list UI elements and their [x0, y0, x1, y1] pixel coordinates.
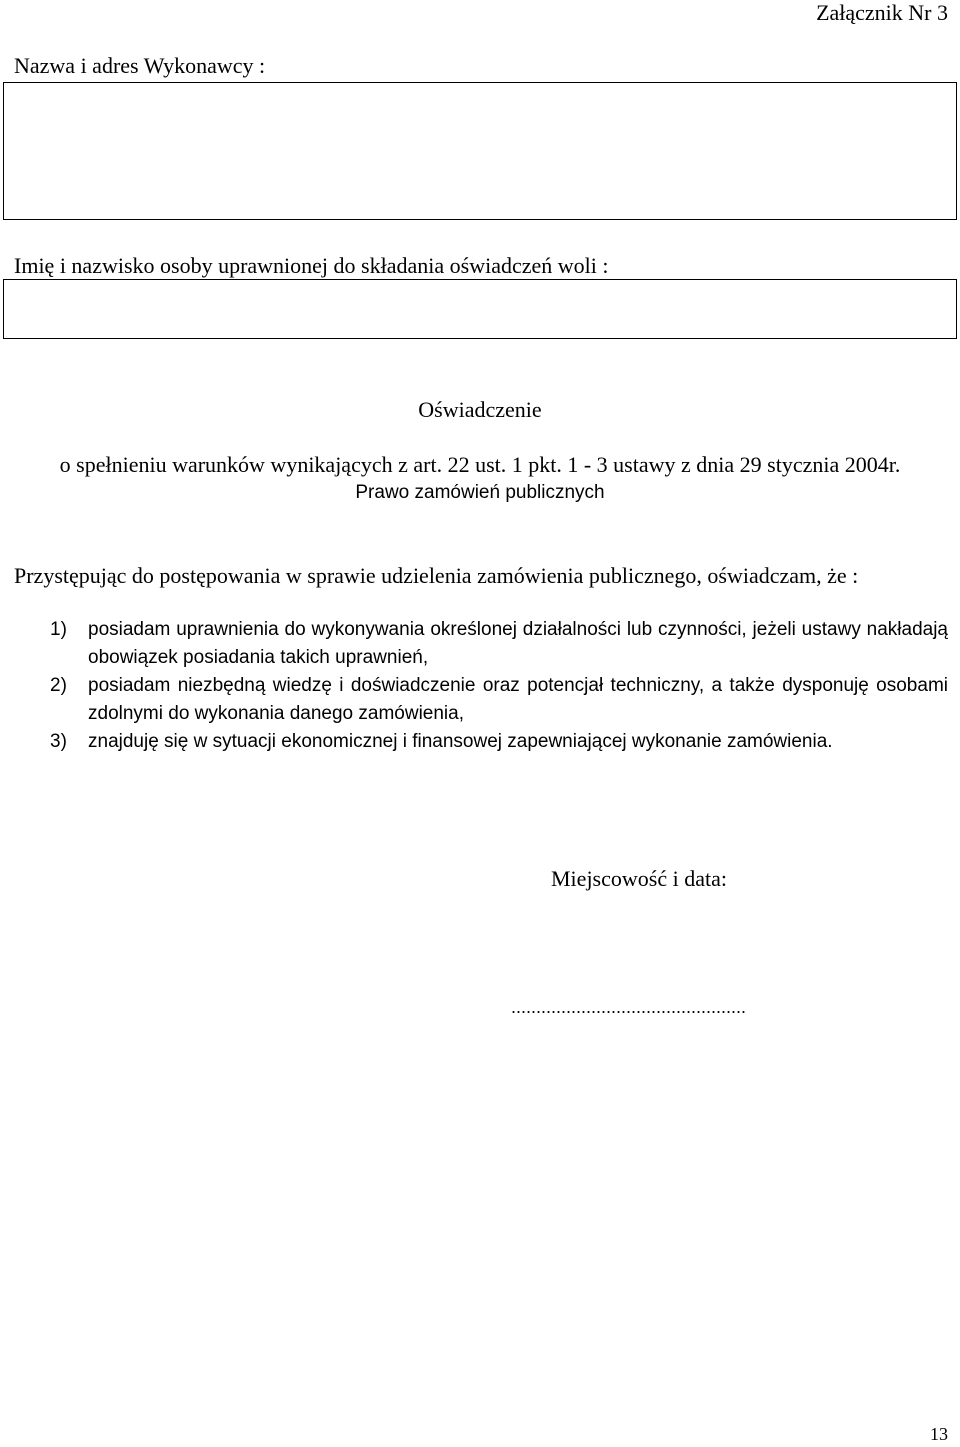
- place-date-label: Miejscowość i data:: [551, 866, 727, 891]
- contractor-input-box[interactable]: [3, 82, 957, 220]
- authorized-person-label: Imię i nazwisko osoby uprawnionej do składania oświadczeń woli :: [14, 253, 609, 278]
- conditions-list: [50, 616, 948, 756]
- list-item-text: posiadam uprawnienia do wykonywania określonej działalności lub czynności, jeżeli ustawy nakładają obowiązek posiadania takich uprawnień,: [88, 619, 948, 668]
- statement-law-name: Prawo zamówień publicznych: [355, 482, 605, 503]
- list-item-number: 1): [50, 619, 67, 640]
- attachment-label: Załącznik Nr 3: [816, 0, 948, 25]
- signature-line: ...............................................: [511, 997, 747, 1017]
- list-item: [50, 672, 948, 728]
- page-number: 13: [930, 1424, 948, 1444]
- statement-intro: Przystępując do postępowania w sprawie udzielenia zamówienia publicznego, oświadczam, że :: [14, 563, 859, 588]
- list-item-number: 3): [50, 731, 67, 752]
- authorized-person-input-box[interactable]: [3, 279, 957, 339]
- list-item-text: znajduję się w sytuacji ekonomicznej i finansowej zapewniającej wykonanie zamówienia.: [88, 731, 833, 752]
- statement-title: Oświadczenie: [418, 397, 542, 422]
- statement-subtitle: o spełnieniu warunków wynikających z art. 22 ust. 1 pkt. 1 - 3 ustawy z dnia 29 stycznia 2004r.: [59, 452, 901, 477]
- list-item-number: 2): [50, 675, 67, 696]
- list-item: [50, 616, 948, 672]
- contractor-label: Nazwa i adres Wykonawcy :: [14, 53, 266, 78]
- list-item: [50, 728, 948, 756]
- list-item-text: posiadam niezbędną wiedzę i doświadczenie oraz potencjał techniczny, a także dysponuję osobami zdolnymi do wykonania danego zamówienia,: [88, 675, 948, 724]
